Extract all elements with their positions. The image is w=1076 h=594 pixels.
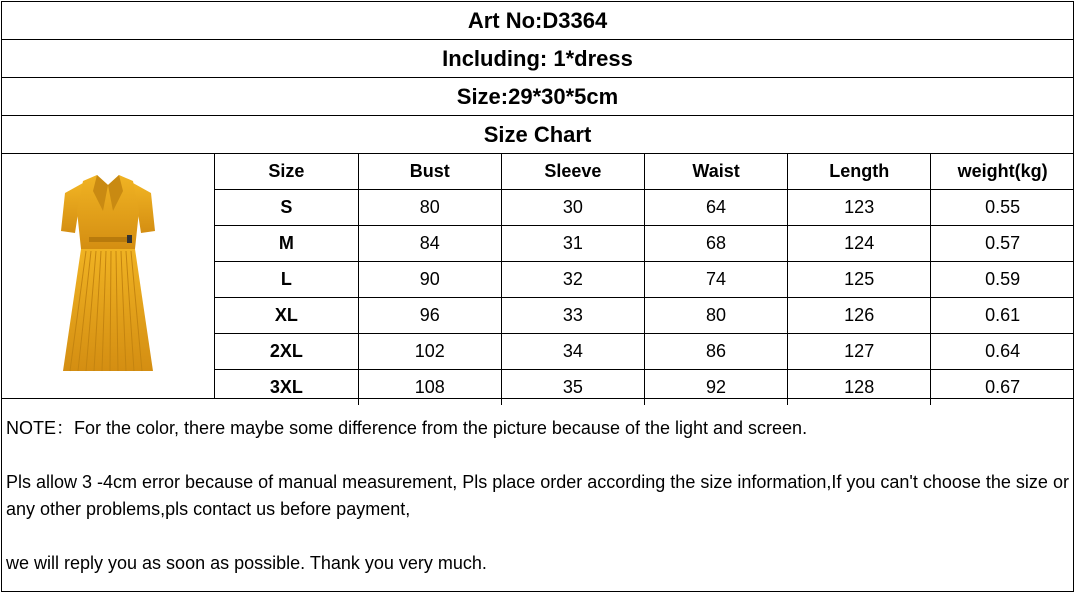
table-row	[215, 298, 1074, 334]
size-label: 2XL	[215, 334, 358, 370]
size-label: M	[215, 226, 358, 262]
table-row	[215, 370, 1074, 406]
product-image	[2, 154, 215, 398]
table-row	[215, 226, 1074, 262]
column-header: Size	[215, 154, 358, 190]
table-cell: 68	[644, 226, 787, 262]
table-cell: 90	[358, 262, 501, 298]
size-label: S	[215, 190, 358, 226]
column-header: Length	[788, 154, 931, 190]
column-header: weight(kg)	[931, 154, 1074, 190]
table-cell: 0.55	[931, 190, 1074, 226]
size-label: L	[215, 262, 358, 298]
table-cell: 0.61	[931, 298, 1074, 334]
color-note: NOTE：For the color, there maybe some difference from the picture because of the light and screen.	[6, 418, 808, 438]
table-cell: 127	[788, 334, 931, 370]
dress-icon	[53, 171, 163, 381]
reply-note: we will reply you as soon as possible. Thank you very much.	[6, 553, 487, 573]
table-cell: 0.57	[931, 226, 1074, 262]
table-cell: 123	[788, 190, 931, 226]
table-row	[215, 334, 1074, 370]
table-cell: 33	[501, 298, 644, 334]
column-header: Bust	[358, 154, 501, 190]
table-cell: 80	[644, 298, 787, 334]
table-cell: 102	[358, 334, 501, 370]
table-cell: 34	[501, 334, 644, 370]
table-cell: 74	[644, 262, 787, 298]
table-header-row	[215, 154, 1074, 190]
table-row	[215, 262, 1074, 298]
table-cell: 108	[358, 370, 501, 406]
column-header: Sleeve	[501, 154, 644, 190]
size-chart	[2, 154, 1073, 399]
table-cell: 0.67	[931, 370, 1074, 406]
table-cell: 80	[358, 190, 501, 226]
size-label: 3XL	[269, 377, 303, 397]
table-cell: 124	[788, 226, 931, 262]
measurement-note: Pls allow 3 -4cm error because of manual measurement, Pls place order according the size information,If you can't choose the size or any other problems,pls contact us before payment,	[6, 472, 1069, 519]
table-cell: 126	[788, 298, 931, 334]
table-cell: 86	[644, 334, 787, 370]
table-cell: 84	[358, 226, 501, 262]
table-cell: 0.64	[931, 334, 1074, 370]
table-cell: 64	[644, 190, 787, 226]
table-cell: 30	[501, 190, 644, 226]
table-cell: 0.59	[931, 262, 1074, 298]
table-cell: 125	[788, 262, 931, 298]
table-cell: 128	[788, 370, 931, 406]
size-table	[215, 154, 1074, 405]
art-number: Art No:D3364	[2, 2, 1073, 40]
including-line: Including: 1*dress	[2, 40, 1073, 78]
column-header: Waist	[644, 154, 787, 190]
table-cell: 96	[358, 298, 501, 334]
size-label: XL	[215, 298, 358, 334]
size-sheet	[1, 1, 1074, 592]
table-cell: 32	[501, 262, 644, 298]
table-cell: 31	[501, 226, 644, 262]
table-row	[215, 190, 1074, 226]
size-chart-title: Size Chart	[2, 116, 1073, 154]
package-size: Size:29*30*5cm	[2, 78, 1073, 116]
table-cell: 92	[644, 370, 787, 406]
table-cell: 35	[501, 370, 644, 406]
